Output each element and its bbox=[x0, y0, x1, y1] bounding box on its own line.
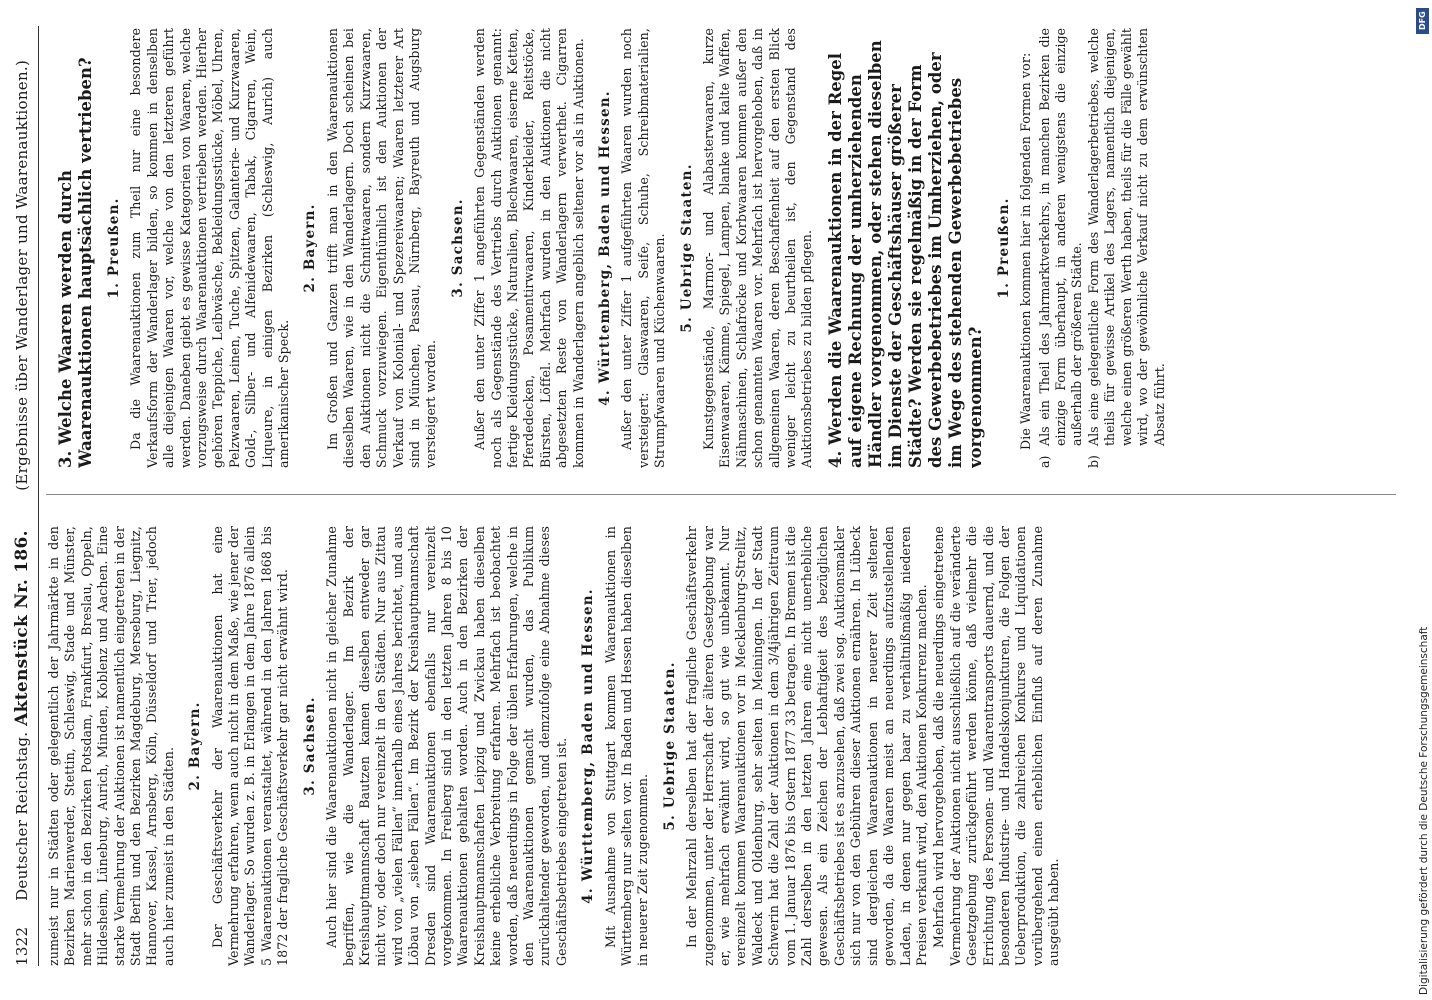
paragraph: zumeist nur in Städten oder gelegentlich der Jahrmärkte in den Bezirken Marienwerder, Stettin, Schleswig, Stade und Münster, mehr schon in den Bezirken Potsdam, Frankfurt, Breslau, Oppeln, Hildesheim, Lüneburg, Aurich, Minden, Koblenz und Aachen. Eine starke Vermehrung der Auktionen ist namentlich eingetreten in der Stadt Berlin und den Bezirken Magdeburg, Merseburg, Liegnitz, Hannover, Kassel, Arnsberg, Köln, Düsseldorf und Trier, jedoch auch hier zumeist in den Städten. bbox=[46, 526, 176, 966]
question-heading-3: 3. Welche Waaren werden durch Waarenauktionen hauptsächlich vertrieben? bbox=[56, 57, 95, 468]
list-text: Als eine gelegentliche Form des Wanderlagerbetriebes, welche theils für gewisse Artikel des Lagers, namentlich diejenigen, welche einen größeren Werth haben, theils für die Fälle gewählt wird, wo der gewöhnliche Verkauf nicht zu dem erwünschten Absatz führt. bbox=[1085, 28, 1167, 446]
section-heading-wuerttemberg: 4. Württemberg, Baden und Hessen. bbox=[596, 90, 613, 406]
section-heading-uebrige: 5. Uebrige Staaten. bbox=[661, 661, 678, 831]
left-column bbox=[46, 526, 1401, 966]
section-heading-sachsen: 3. Sachsen. bbox=[449, 198, 466, 298]
document-number: Aktenstück Nr. 186. bbox=[12, 530, 32, 726]
section-heading-sachsen: 3. Sachsen. bbox=[301, 696, 318, 796]
list-marker: a) bbox=[1036, 455, 1052, 468]
section-heading-bayern: 2. Bayern. bbox=[302, 203, 319, 293]
paragraph: Außer den unter Ziffer 1 aufgeführten Waaren wurden noch versteigert: Glaswaaren, Seife, Schuhe, Schreibmaterialien, Strumpfwaaren und Küchenwaaren. bbox=[619, 28, 668, 468]
column-divider bbox=[46, 494, 1396, 495]
document-subtitle: (Ergebnisse über Wanderlager und Waarenauktionen.) bbox=[13, 59, 31, 491]
dfg-logo: DFG bbox=[1416, 8, 1429, 34]
form-list bbox=[1037, 28, 1168, 468]
paragraph: Auch hier sind die Waarenauktionen nicht in gleicher Zunahme begriffen, wie die Wanderlager. Im Bezirk der Kreishauptmannschaft Bautzen kamen dieselben entweder gar nicht vor, oder doch nur vereinzelt in den Städten. Nur aus Zittau wird von „vielen Fällen“ innerhalb eines Jahres berichtet, und aus Löbau von „sieben Fällen“. Im Bezirk der Kreishauptmannschaft Dresden sind Waarenauktionen ebenfalls nur vereinzelt vorgekommen. In Freiberg sind in den letzten Jahren 8 bis 10 Waarenauktionen gehalten worden. Auch in den Bezirken der Kreishauptmannschaften Leipzig und Zwickau haben dieselben keine erhebliche Verbreitung erfahren. Mehrfach ist beobachtet worden, daß neuerdings in Folge der üblen Erfahrungen, welche in den Waarenauktionen gemacht wurden, das Publikum zurückhaltender geworden, und demzufolge eine Abnahme dieses Geschäftsbetriebes eingetreten ist. bbox=[324, 526, 569, 966]
paragraph: Mit Ausnahme von Stuttgart kommen Waarenauktionen in Württemberg nur selten vor. In Baden und Hessen haben dieselben in neuerer Zeit zugenommen. bbox=[602, 526, 651, 966]
section-heading-preussen: 1. Preußen. bbox=[106, 197, 122, 299]
digitization-note: Digitalisierung gefördert durch die Deutsche Forschungsgemeinschaft bbox=[1418, 626, 1430, 995]
paragraph: Die Waarenauktionen kommen hier in folgenden Formen vor: bbox=[1018, 52, 1034, 450]
paragraph: Außer den unter Ziffer 1 angeführten Gegenständen werden noch als Gegenstände des Vertriebs durch Auktionen genannt: fertige Kleidungsstücke, Naturalien, Blechwaaren, eiserne Ketten, Pferdedecken, Posamentirwaaren, Kinderkleider, Reitstöcke, Bürsten, Löffel. Mehrfach wurden in den Auktionen die nicht abgesetzten Reste von Wanderlagern verwerthet. Cigarren kommen in Wanderlagern angeblich seltener vor als in Auktionen. bbox=[472, 28, 586, 468]
section-heading-bayern: 2. Bayern. bbox=[187, 701, 204, 791]
section-heading-preussen-2: 1. Preußen. bbox=[995, 197, 1012, 299]
list-marker: b) bbox=[1085, 455, 1101, 468]
section-heading-wuerttemberg: 4. Württemberg, Baden und Hessen. bbox=[580, 588, 597, 904]
paragraph: Mehrfach wird hervorgehoben, daß die neuerdings eingetretene Vermehrung der Auktionen nicht ausschließlich auf die veränderte Gesetzgebung zurückgeführt werden könne, daß vielmehr die Errichtung des Personen- und Waarentransports dauernd, und die besonderen Industrie- und Handelskonjunkturen, die Folgen der Ueberproduktion, die zahlreichen Konkurse und Liquidationen vorübergehend einen erheblichen Einfluß auf deren Zunahme ausgeübt haben. bbox=[931, 526, 1062, 966]
head-rule bbox=[38, 26, 39, 966]
paragraph: Der Geschäftsverkehr der Waarenauktionen hat eine Vermehrung erfahren, wenn auch nicht in dem Maße, wie jener der Wanderlager. So wurden z. B. in Erlangen in dem Jahre 1876 allein 5 Waarenauktionen veranstaltet, während in den Jahren 1868 bis 1872 der fragliche Geschäftsverkehr gar nicht erwähnt wird. bbox=[209, 526, 291, 966]
list-item bbox=[1086, 28, 1168, 468]
list-item bbox=[1037, 28, 1086, 468]
page-number: 1322 bbox=[13, 926, 31, 966]
paragraph: Im Großen und Ganzen trifft man in den Waarenauktionen dieselben Waaren, wie in den Wanderlagern. Doch scheinen bei den Auktionen nicht die Schnittwaaren, sondern Kurzwaaren, Schmuck vorzuwiegen. Eigenthümlich ist den Auktionen der Verkauf von Kolonial- und Spezereiwaaren; Waaren letzterer Art sind in München, Passau, Nürnberg, Bayreuth und Augsburg versteigert worden. bbox=[324, 28, 439, 468]
section-heading-uebrige: 5. Uebrige Staaten. bbox=[678, 163, 695, 333]
publication-title: Deutscher Reichstag. bbox=[13, 731, 31, 901]
paragraph: In der Mehrzahl derselben hat der fragliche Geschäftsverkehr zugenommen, unter der Herrschaft der älteren Gesetzgebung war er, wie mehrfach erwähnt wird, so gut wie unbekannt. Nur vereinzelt kommen Waarenauktionen vor in Mecklenburg-Strelitz, Waldeck und Oldenburg, sehr selten in Meiningen. In der Stadt Schwerin hat die Zahl der Auktionen in dem 3/4jährigen Zeitraum vom 1. Januar 1876 bis Ostern 1877 33 betragen. In Bremen ist die Zahl derselben in den letzten Jahren eine nicht unerhebliche gewesen. Als ein Zeichen der Lebhaftigkeit des bezüglichen Geschäftsbetriebes ist es anzusehen, daß zwei sog. Auktionsmakler sich nur von den Gebühren dieser Auktionen ernähren. In Lübeck sind dergleichen Waarenauktionen in neuerer Zeit seltener geworden, da die Waaren meist an neuerdings aufzustellenden Laden, in denen nur gegen baar zu verhältnißmäßig niederen Preisen verkauft wird, den Auktionen Konkurrenz machen. bbox=[684, 526, 929, 966]
paragraph: Da die Waarenauktionen zum Theil nur eine besondere Verkaufsform der Wanderlager bilden, so kommen in denselben alle diejenigen Waaren vor, welche von den letzteren geführt werden. Daneben giebt es gewisse Kategorien von Waaren, welche vorzugsweise durch Waarenauktionen vertrieben werden. Hierher gehören Teppiche, Leibwäsche, Bekleidungsstücke, Möbel, Uhren, Pelzwaaren, Leinen, Tuche, Spitzen, Galanterie- und Kurzwaaren, Gold-, Silber- und Alfenidewaaren, Tabak, Cigarren, Wein, Liqueure, in einigen Bezirken (Schleswig, Aurich) auch amerikanischer Speck. bbox=[128, 28, 292, 468]
question-heading-4: 4. Werden die Waarenauktionen in der Regel auf eigene Rechnung der umherziehenden Händler vorgenommen, oder stehen dieselben im Dienste der Geschäftshäuser größerer Städte? Werden sie regelmäßig in der Form des Gewerbebetriebes im Umherziehen, oder im Wege des stehenden Gewerbebetriebes vorgenommen? bbox=[825, 40, 985, 468]
list-text: Als ein Theil des Jahrmarktverkehrs, in manchen Bezirken die einzige Form überhaupt, in anderen wenigstens die einzige außerhalb der größeren Städte. bbox=[1036, 28, 1085, 446]
paragraph: Kunstgegenstände, Marmor- und Alabasterwaaren, kurze Eisenwaaren, Kämme, Spiegel, Lampen, blanke und kalte Waffen, Nähmaschinen, Schlafröcke und Korbwaaren kommen außer den schon genannten Waaren vor. Mehrfach ist hervorgehoben, daß in allgemeinen Waaren, deren Beschaffenheit auf den ersten Blick weniger leicht zu beurtheilen ist, den Gegenstand des Auktionsbetriebes zu bilden pflegen. bbox=[701, 28, 815, 468]
running-head bbox=[12, 26, 36, 966]
right-column bbox=[46, 28, 1401, 468]
